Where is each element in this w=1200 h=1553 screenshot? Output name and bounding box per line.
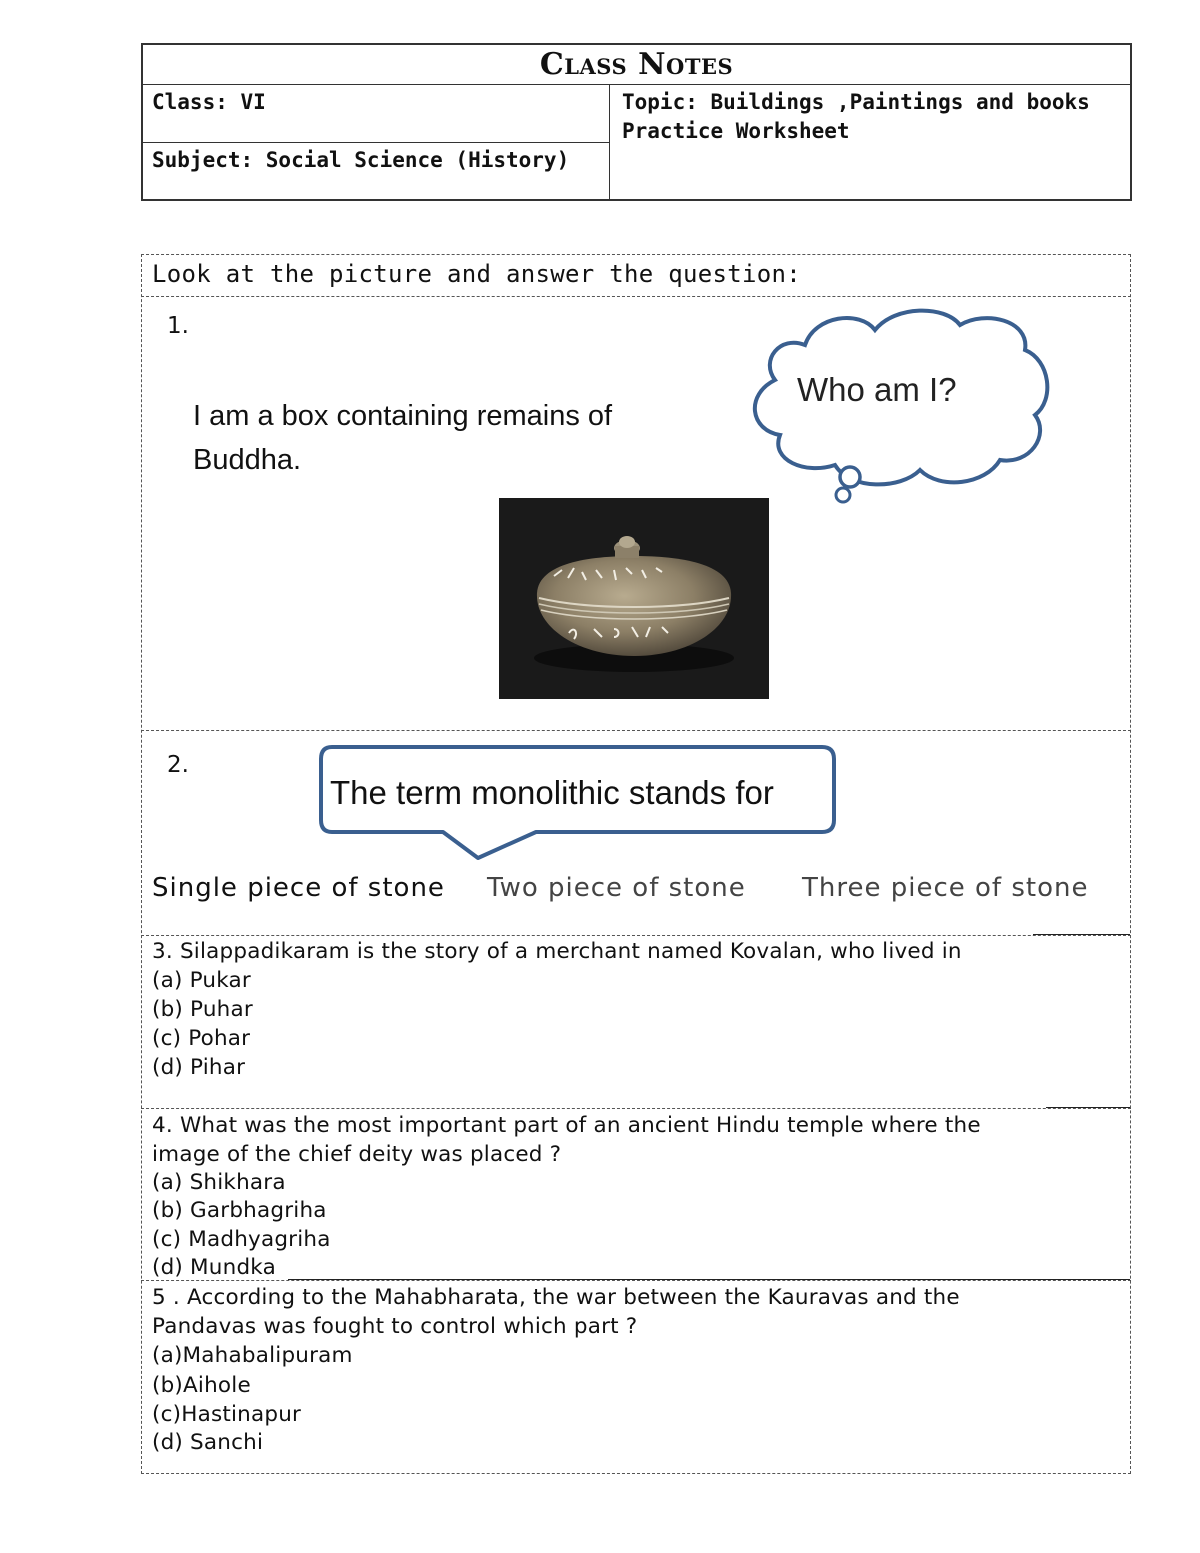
q3-option-a: (a) Pukar xyxy=(152,968,251,993)
q4-option-b: (b) Garbhagriha xyxy=(152,1198,327,1223)
q4-option-d: (d) Mundka xyxy=(152,1255,276,1280)
q3-option-d: (d) Pihar xyxy=(152,1055,246,1080)
q1-number: 1. xyxy=(167,313,189,339)
worksheet-label: Practice Worksheet xyxy=(622,119,850,143)
header-divider-vertical xyxy=(609,85,610,201)
q2-number: 2. xyxy=(167,752,189,778)
q4-option-a: (a) Shikhara xyxy=(152,1170,286,1195)
divider xyxy=(141,1108,1131,1109)
q4-option-c: (c) Madhyagriha xyxy=(152,1227,331,1252)
topic-label: Topic: Buildings ,Paintings and books xyxy=(622,90,1090,114)
bubble-text: Who am I? xyxy=(797,371,957,408)
divider xyxy=(141,296,1131,297)
class-label: Class: VI xyxy=(152,90,266,114)
q1-clue-line2: Buddha. xyxy=(193,444,302,476)
q2-option-2: Two piece of stone xyxy=(487,873,746,903)
answer-blank xyxy=(1033,934,1130,935)
q2-option-3: Three piece of stone xyxy=(802,873,1089,903)
relic-casket-image xyxy=(499,498,769,699)
q3-question: 3. Silappadikaram is the story of a merchant named Kovalan, who lived in xyxy=(152,939,962,964)
q5-option-a: (a)Mahabalipuram xyxy=(152,1343,353,1368)
callout-text: The term monolithic stands for xyxy=(330,774,774,811)
q3-option-b: (b) Puhar xyxy=(152,997,253,1022)
q4-question-line2: image of the chief deity was placed ? xyxy=(152,1142,562,1167)
q5-question-line1: 5 . According to the Mahabharata, the war between the Kauravas and the xyxy=(152,1285,960,1310)
divider xyxy=(141,730,1131,731)
q1-clue-line1: I am a box containing remains of xyxy=(193,400,613,432)
page-title: Class Notes xyxy=(141,43,1132,85)
q2-option-1: Single piece of stone xyxy=(152,873,445,903)
answer-blank xyxy=(288,1279,1130,1280)
q5-option-d: (d) Sanchi xyxy=(152,1430,264,1455)
q3-option-c: (c) Pohar xyxy=(152,1026,251,1051)
instruction-text: Look at the picture and answer the question: xyxy=(152,260,801,288)
q5-question-line2: Pandavas was fought to control which part ? xyxy=(152,1314,638,1339)
header-divider-horizontal xyxy=(141,142,610,143)
answer-blank xyxy=(1046,1107,1130,1108)
q5-option-c: (c)Hastinapur xyxy=(152,1402,302,1427)
q5-option-b: (b)Aihole xyxy=(152,1373,251,1398)
divider xyxy=(141,1280,1131,1281)
divider xyxy=(141,935,1131,936)
q4-question-line1: 4. What was the most important part of an ancient Hindu temple where the xyxy=(152,1113,981,1138)
subject-label: Subject: Social Science (History) xyxy=(152,148,570,172)
